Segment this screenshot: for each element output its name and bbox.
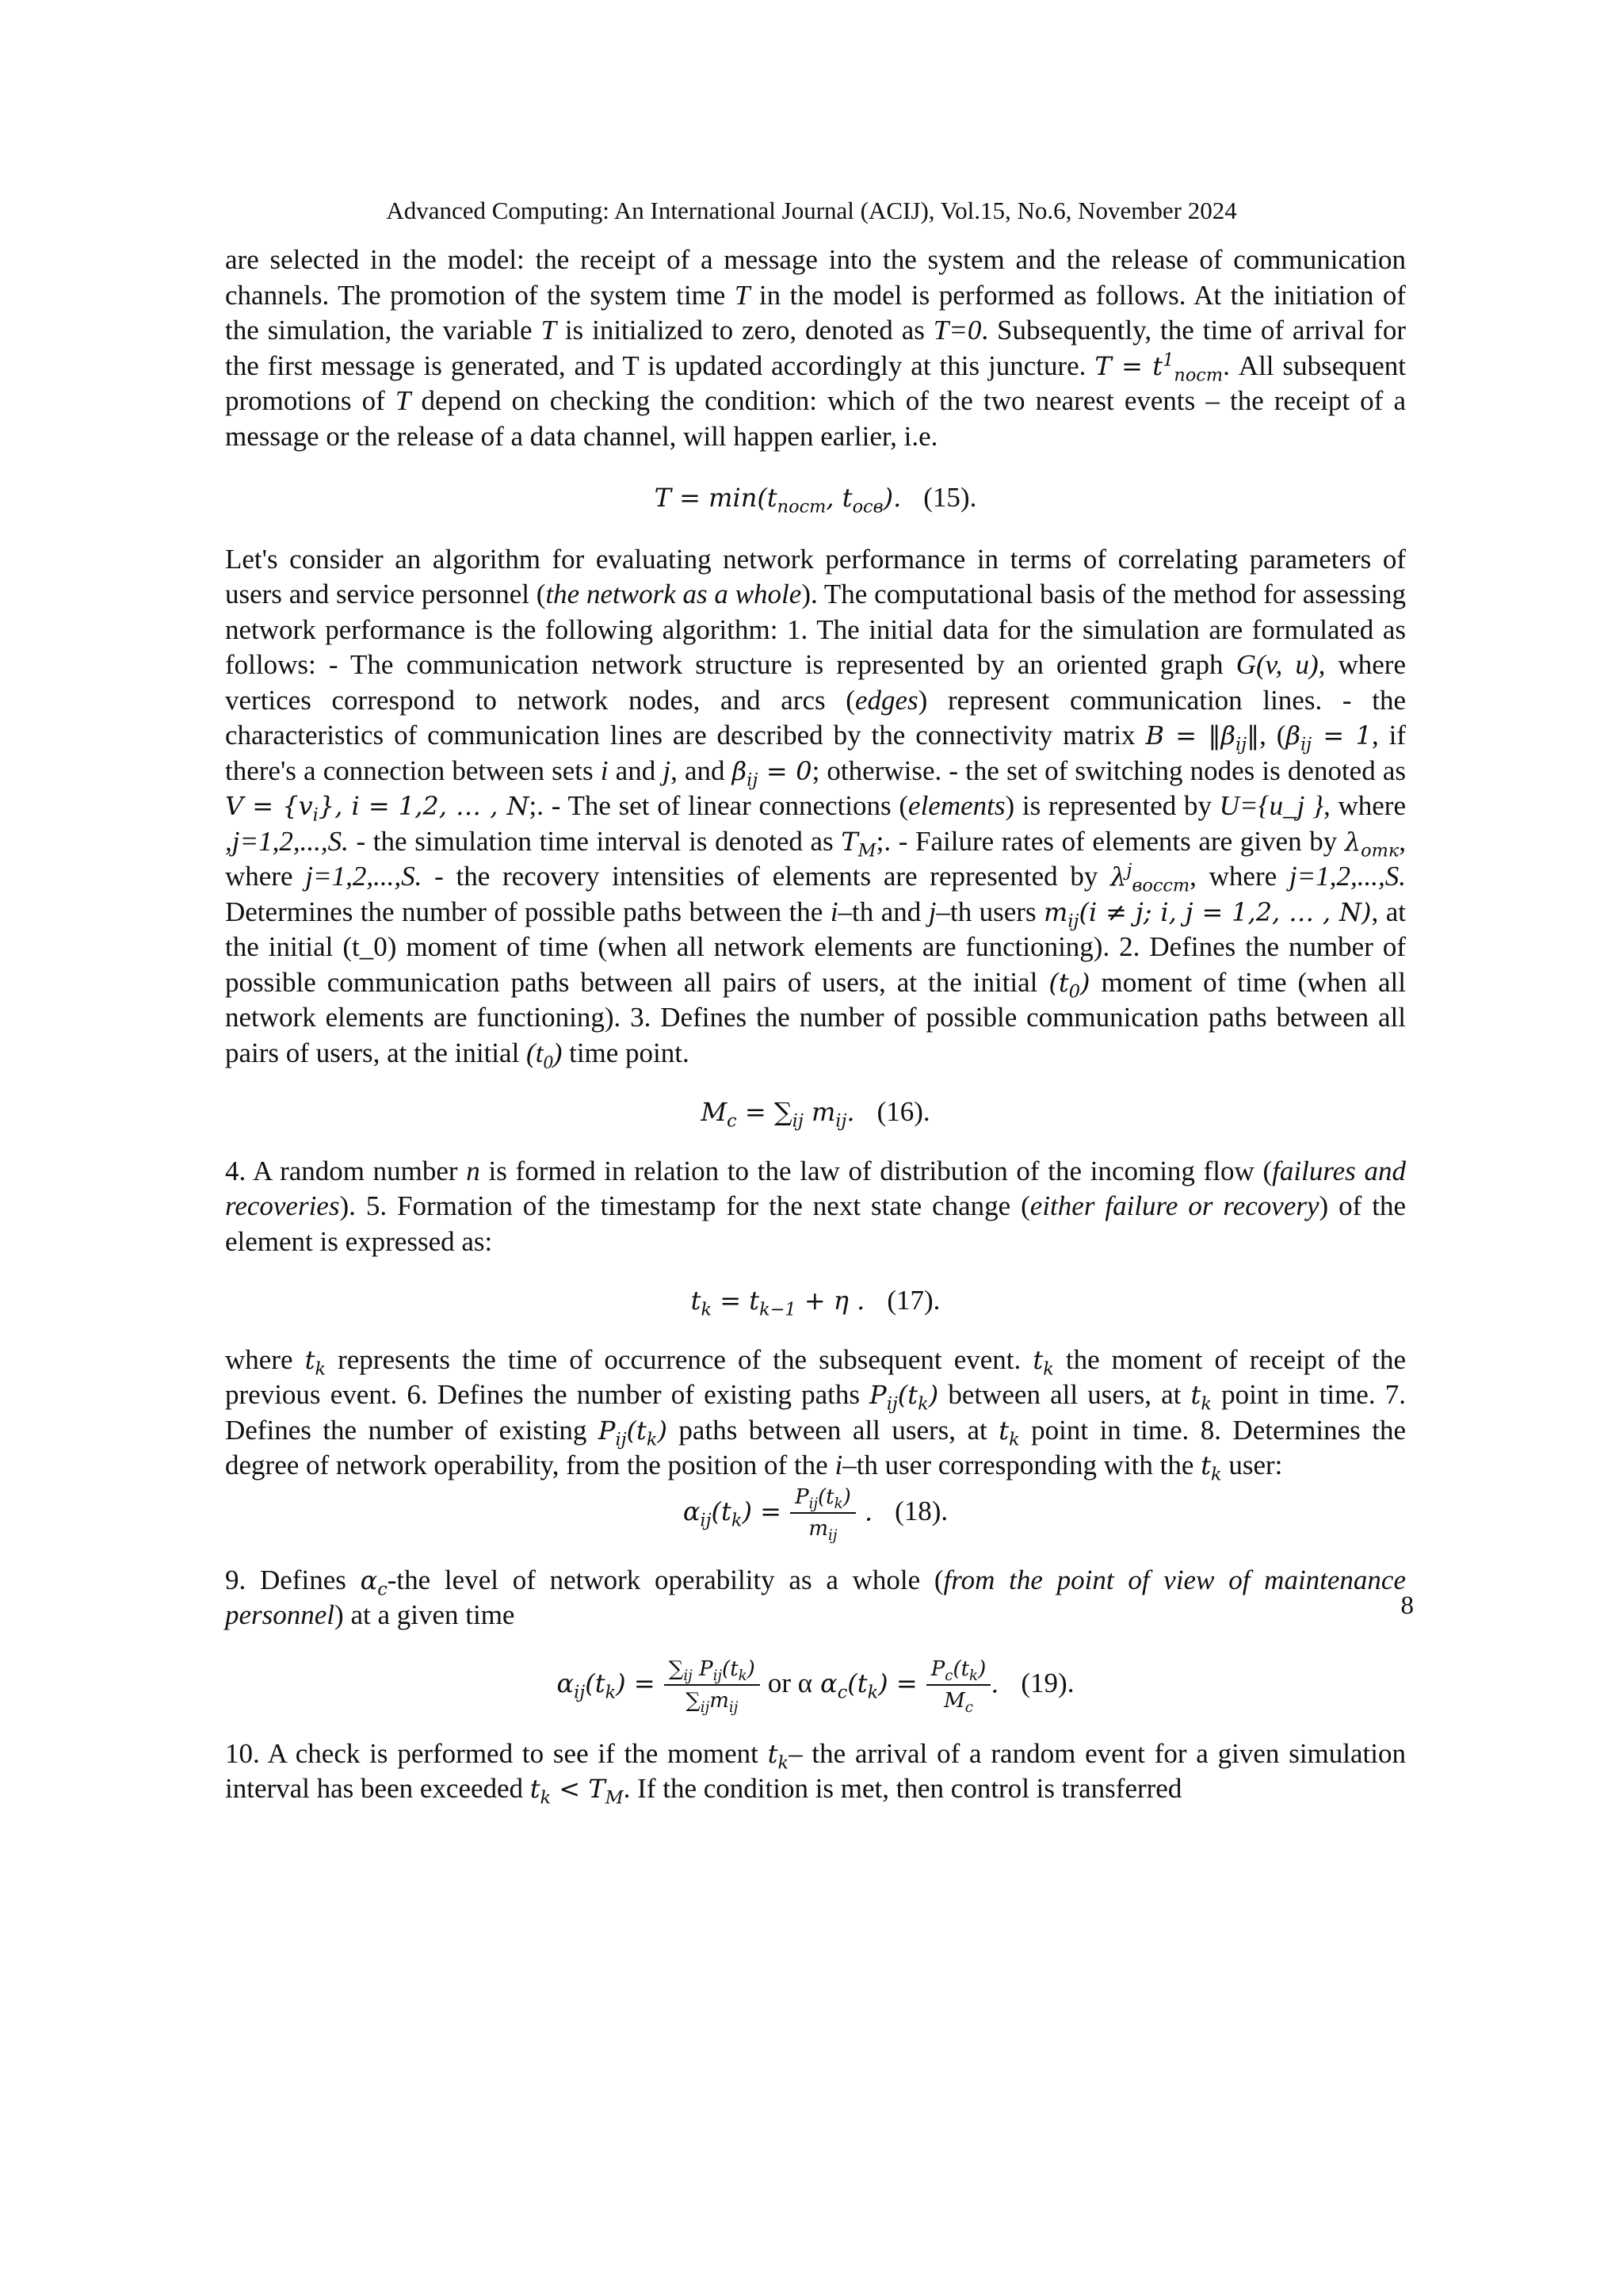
paragraph-algorithm: Let's consider an algorithm for evaluating network performance in terms of correlating parameters of users and service personnel (the network as a whole). The computational basis of the method for assessing network performance is the following algorithm: 1. The initial data for the simulation are formulated as follows: - The communication network structure is represented by an oriented graph G(v, u), where vertices correspond to network nodes, and arcs (edges) represent communication lines. - the characteristics of communication lines are described by the connectivity matrix $B = ‖\beta_{ij}‖$, ($\beta_{ij} = 1$, if there's a connection between sets i and j, and $\beta_{ij} = 0$; otherwise. - the set of switching nodes is denoted as $V = \{v_i\}$, i = 1,2, … , N;. - The set of linear connections (elements) is represented by U={u_j }, where ,j=1,2,...,S. - the simulation time interval is denoted as $T_M$;. - Failure rates of elements are given by $\lambda_{отк}$, where j=1,2,...,S. - the recovery intensities of elements are represented by $\lambda^j_{восст}$, where j=1,2,...,S. Determines the number of possible paths between the i–th and j–th users $m_{ij}(i \ne j$; i, j = 1,2, … , N), at the initial (t_0) moment of time (when all network elements are functioning). 2. Defines the number of possible communication paths between all pairs of users, at the initial $(t_0)$ moment of time (when all network elements are functioning). 3. Defines the number of possible communication paths between all pairs of users, at the initial $(t_0)$ time point.: [225, 543, 1407, 1073]
equation-17: $t_k = t_{k-1} + \eta$ . (17).: [690, 1285, 941, 1320]
paragraph-check-interval: 10. A check is performed to see if the moment $t_k-$ the arrival of a random event for a given simulation interval has been exceeded $t_k < T_M$. If the condition is met, then control is transferred: [225, 1737, 1406, 1809]
page-number: 8: [1400, 1591, 1414, 1620]
equation-19: $\alpha_{ij}(t_k)$ = $\frac{\sum_{ij} P_{ij}(t_k)}{\sum_{ij}m_{ij}}$ or α $\alpha_c(t_k)$ = $\frac{P_c(t_k)}{M_c}$ . (19).: [556, 1656, 1075, 1716]
fraction-19-a: $\frac{\sum_{ij} P_{ij}(t_k)}{\sum_{ij}m_{ij}}$: [664, 1656, 760, 1714]
fraction-18: $\frac{P_{ij}(t_k)}{m_{ij}}$: [790, 1484, 856, 1542]
fraction-19-b: $\frac{P_c(t_k)}{M_c}$: [926, 1656, 991, 1714]
paragraph-random-number: 4. A random number n is formed in relation to the law of distribution of the incoming flow (failures and recoveries). 5. Formation of the timestamp for the next state change (either failure or recovery) of the element is expressed as:: [225, 1155, 1407, 1257]
journal-header: Advanced Computing: An International Journal (ACIJ), Vol.15, No.6, November 2024: [386, 197, 1237, 224]
paragraph-operability-level: 9. Defines $\alpha_c$-the level of network operability as a whole (from the point of view of maintenance personnel) at a given time: [225, 1564, 1406, 1630]
equation-16: $M_c = \sum_{ij}$ $m_{ij}$. (16).: [701, 1096, 930, 1132]
paragraph-existing-paths: where $t_k$ represents the time of occurrence of the subsequent event. $t_k$ the moment of receipt of the previous event. 6. Defines the number of existing paths $P_{ij}(t_k)$ between all users, at $t_k$ point in time. 7. Defines the number of existing $P_{ij}(t_k)$ paths between all users, at $t_k$ point in time. 8. Determines the degree of network operability, from the position of the i–th user corresponding with the $t_k$ user:: [225, 1343, 1407, 1485]
page-body: [225, 243, 1406, 1807]
equation-15: $T = \min(t_{пост}$, $t_{осв}$). (15).: [654, 482, 977, 518]
equation-18: $\alpha_{ij}(t_k)$ = $\frac{P_{ij}(t_k)}{m_{ij}}$ . (18).: [682, 1484, 949, 1544]
paragraph-simulation-time: are selected in the model: the receipt of a message into the system and the release of communication channels. The promotion of the system time T in the model is performed as follows. At the initiation of the simulation, the variable T is initialized to zero, denoted as T=0. Subsequently, the time of arrival for the first message is generated, and T is updated accordingly at this juncture. $T = t^1_{пост}$. All subsequent promotions of T depend on checking the condition: which of the two nearest events – the receipt of a message or the release of a data channel, will happen earlier, i.e.: [225, 244, 1407, 452]
